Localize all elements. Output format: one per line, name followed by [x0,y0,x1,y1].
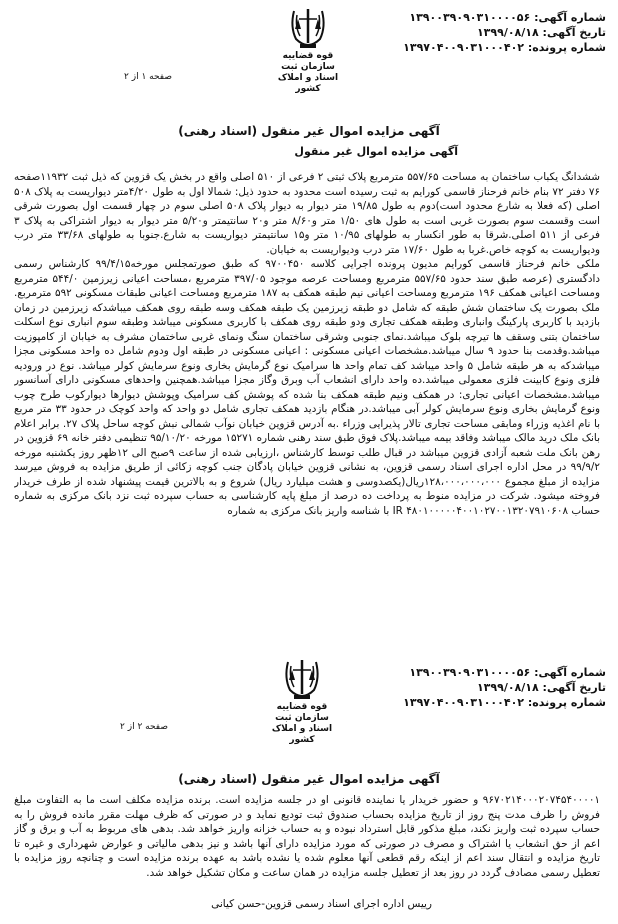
notice-subtitle: آگهی مزایده اموال غیر منقول [294,145,458,158]
notice-title: آگهی مزایده اموال غیر منقول (اسناد رهنی) [178,124,440,138]
file-number: شماره پرونده: ۱۳۹۷۰۴۰۰۹۰۳۱۰۰۰۴۰۲ [403,41,606,54]
notice-title: آگهی مزایده اموال غیر منقول (اسناد رهنی) [178,772,440,786]
page-label: صفحه ۱ از ۲ [124,72,172,82]
file-number: شماره پرونده: ۱۳۹۷۰۴۰۰۹۰۳۱۰۰۰۴۰۲ [403,696,606,709]
emblem-org-line2: سازمان ثبت اسناد و املاک کشور [271,713,333,745]
notice-date: تاریخ آگهی: ۱۳۹۹/۰۸/۱۸ [476,26,606,39]
notice-body: ششدانگ یکباب ساختمان به مساحت ۵۵۷/۶۵ مترمربع پلاک ثبتی ۲ فرعی از ۵۱۰ اصلی واقع در بخش یک قزوین که ذیل ثبت ۱۱۹۳۲صفحه ۷۶ دفتر ۷۲ بنام خانم فرحناز قاسمی کورایم به ثبت رسیده است محدود به حدود ذیل: شمالا اول به طول ۴/۲۰متر دیواریست به پلاک ۵۰۸ اصلی (که فعلا به شارع محدود است)دوم به طول ۱۹/۸۵ متر دیوار به دیوار پلاک ۵۰۸ اصلی سوم در چهار قسمت اول بصورت شرقی است وقسمت سوم بصورت غربی است به طول های ۱/۵۰ متر و۸/۶۰ متر و۲۰ سانتیمتر و۵/۲۰ متر دیوار به دیوار اشتراکی به پلاک ۳ فرعی از ۵۱۱ اصلی.شرقا به طور انکسار به طولهای ۱۰/۹۵ متر و۱۵ سانتیمتر دیواریست به شارع.جنوبا به طولهای ۳۳/۶۸ متر درب ودیواریست به کوچه خاص.غربا به طول ۱۷/۶۰ متر درب ودیواریست به خیابان. ملکی خانم فرحناز قاسمی کورایم مدیون پرونده اجرایی کلاسه ۹۷۰۰۴۵۰ که طبق صورتمجلس مورخه۹۹/۴/۱۵ کارشناس رسمی دادگستری (عرصه طبق سند حدود ۵۵۷/۶۵ مترمربع ومساحت عرصه موجود ۳۹۷/۰۵ مترمربع ،مساحت اعیانی زیرزمین ۵۴۴/۰ مترمربع ومساحت اعیانی همکف ۱۹۶ مترمربع ومساحت اعیانی نیم طبقه همکف به ۱۸۷ مترمربع ومساحت اعیانی طبقات مسکونی ۵۹۲ مترمربع. ملک بصورت یک ساختمان شش طبقه که شامل دو طبقه زیرزمین یک طبقه همکف وسه طبقه روی همکف میباشدکه زیرزمین در زمان بازدید با کاربری پارکینگ وانباری وطبقه همکف تجاری ودو طبقه روی همکف با کاربری مسکونی میباشد وطبقه سوم انباری نوع اسکلت ساختمان بتنی وسقف ها تیرچه بلوک میباشد.نمای جنوبی وشرقی ساختمان سنگ ونمای غربی ساختمان مشرف به خیابان از کامپوزیت میباشد.وقدمت بنا حدود ۹ سال میباشد.مشخصات اعیانی مسکونی : اعیانی مسکونی در طبقه اول ودوم شامل ده واحد مسکونی مجزا میباشدکه به هر طبقه شامل ۵ واحد میباشد کف تمام واحد ها سرامیک نوع گرمایش بخاری ونوع سرمایش کولر میباشد. نوع در ورودیه فلزی ونوع کابینت فلزی معمولی میباشد.ده واحد دارای انشعاب آب وبرق وگاز مجزا میباشد.همچنین واحدهای مسکونی دارای آسانسور میباشد.مشخصات اعیانی تجاری: در همکف ونیم طبقه همکف بنا شده که پوشش کف سرامیک وپوشش دیوارها دیوارکوب طرح چوب ونوع گرمایش بخاری ونوع سرمایش کولر آبی میباشد.در هنگام بازدید همکف تجاری شامل دو واحد که واحد کوچک در حدود ۳۳ متر مربع با نام اغذیه وزراء ومابقی مساحت تجاری تالار پذیرایی وزراء .به آدرس قزوین خیابان نوآب شمالی نبش کوچه ساحل پلاک ۲۷. برابر اعلام بانک ملک درید مالک میباشد وفاقد بیمه میباشد.پلاک فوق طبق سند رهنی شماره ۱۵۲۷۱ مورخه ۹۵/۱۰/۲۰ تنظیمی دفتر خانه ۶۹ قزوین در رهن بانک ملت شعبه آزادی قزوین میباشد در قبال طلب توسط کارشناس ،ارزیابی شده از ساعت ۹صبح الی ۱۲ظهر روز یکشنبه مورخه ۹۹/۹/۲ در محل اداره اجرای اسناد رسمی قزوین، به نشانی قزوین خیابان پادگان جنب کوچه زکائی از طریق مزایده به فروش میرسد مزایده از مبلغ مجموع ۱۲۸،۰۰۰،۰۰۰،۰۰۰ریال(یکصدوسی و هشت میلیارد ریال) شروع و به بالاترین قیمت پیشنهاد شده از طرف خریدار فروخته میشود. شرکت در مزایده منوط به پرداخت ده درصد از مبلغ پایه کارشناسی به حساب سپرده ثبت نزد بانک مرکزی به شماره حساب IR ۴۸۰۱۰۰۰۰۰۴۰۰۱۰۲۷۰۰۱۳۲۰۷۹۱۰۶۰۸ با شناسه واریز بانک مرکزی به شماره [14,171,600,517]
judiciary-emblem [268,5,348,95]
judiciary-emblem [262,656,342,746]
signature: رییس اداره اجرای اسناد رسمی قزوین-حسن کیانی [211,898,432,910]
notice-body: ۹۶۷۰۲۱۴۰۰۰۲۰۷۴۵۴۰۰۰۰۱ و حضور خریدار یا نماینده قانونی او در جلسه مزایده است. برنده مزایده مکلف است ما به التفاوت مبلغ فروش را ظرف مدت پنج روز از تاریخ مزایده بحساب صندوق ثبت تودیع نماید و در صورتی که ظرف مهلت مقرر مانده فروش را به حساب سپرده ثبت واریز نکند، مبلغ مذکور قابل استرداد نبوده و به حساب خزانه واریز خواهد شد. بدهی های مربوط به آب و برق و گاز اعم از حق انشعاب یا اشتراک و مصرف در صورتی که مورد مزایده دارای آنها باشد و نیز بدهی مالیاتی و عوارض شهرداری و غیره تا تاریخ مزایده و انتقال سند اعم از اینکه رقم قطعی آنها معلوم شده یا نشده باشد به عهده برنده مزایده است و چنانچه روز مزایده با تعطیل رسمی مصادف گردد در روز بعد از تعطیل جلسه مزایده در همان ساعت و مکان تشکیل خواهد شد. [14,794,600,879]
notice-meta [366,665,606,710]
notice-number: شماره آگهی: ۱۳۹۰۰۳۹۰۹۰۳۱۰۰۰۰۵۶ [409,666,606,679]
scales-emblem-icon [286,5,330,51]
notice-number: شماره آگهی: ۱۳۹۰۰۳۹۰۹۰۳۱۰۰۰۰۵۶ [409,11,606,24]
emblem-org-line1: قوه قضاییه [276,702,328,712]
notice-meta [366,10,606,55]
scales-emblem-icon [280,656,324,702]
emblem-org-line2: سازمان ثبت اسناد و املاک کشور [277,62,339,94]
notice-date: تاریخ آگهی: ۱۳۹۹/۰۸/۱۸ [476,681,606,694]
emblem-org-line1: قوه قضاییه [282,51,334,61]
page-label: صفحه ۲ از ۲ [120,722,168,732]
